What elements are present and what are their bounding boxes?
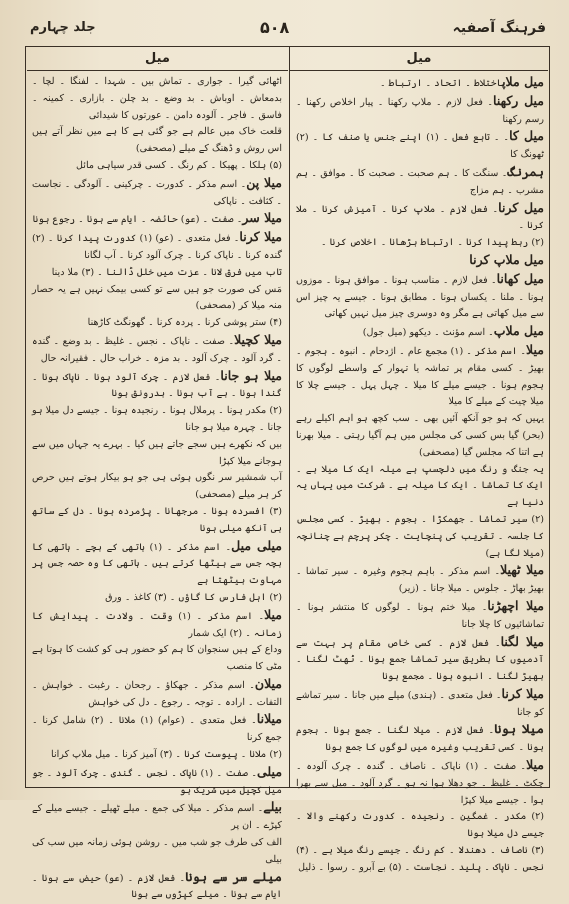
entry-definition: ۔ ۔ تابع فعل ۔ (۱) اپنے جنس یا صنف کا ۔ (۲) ٹھونگ کا xyxy=(296,132,544,161)
entry-definition: ۔ سنگت کا ۔ ہم صحبت ۔ صحبت کا ۔ موافق ۔ ہم مشرب ۔ ہم مزاج xyxy=(296,167,544,196)
entry-definition: (۲) ربط پیدا کرنا ۔ ارتباط بڑھانا ۔ اخلاص کرنا ۔ xyxy=(320,237,544,249)
entry-headword: میل کا xyxy=(509,128,544,144)
dictionary-entry xyxy=(296,686,544,722)
entry-definition: اٹھائی گیرا ۔ جواری ۔ تماش بیں ۔ شہدا ۔ لفنگا ۔ لچا ۔ بدمعاش ۔ اوباش ۔ بد وضع ۔ بد چلن ۔ بازاری ۔ کمینہ ۔ فاسق ۔ فاجر ۔ آلودہ دامن ۔ عورتوں کا شیدائی xyxy=(32,76,282,121)
dictionary-entry xyxy=(32,158,282,175)
entry-headword: میلے سر سے ہونا xyxy=(185,868,283,884)
entry-headword: میلا سر xyxy=(242,210,282,226)
left-column-heading: میل xyxy=(27,48,288,71)
entry-definition: (۲) ملانا ۔ پیوست کرنا ۔ (۳) آمیز کرنا ۔ میل ملاپ کرانا xyxy=(51,749,282,761)
dictionary-entry xyxy=(32,437,282,471)
dictionary-entry xyxy=(32,835,282,869)
dictionary-entry xyxy=(32,607,282,643)
entry-definition: (۲) مکدر ہونا ۔ پرملال ہونا ۔ رنجیدہ ہونا ۔ جیسے دل میلا ہو جانا ۔ چہرہ میلا ہو جانا xyxy=(32,405,282,433)
right-column-heading: میل xyxy=(290,48,548,71)
dictionary-entry xyxy=(32,368,282,404)
entry-definition: ۔ صفت ۔ (۱) ناپاک ۔ نجس ۔ گندی ۔ چرک آلود ۔ جو میل کچیل میں شریک ہو xyxy=(32,767,282,796)
entry-definition: (۲) سیر تماشا ۔ جھمکڑا ۔ ہجوم ۔ بھیڑ ۔ کسی مجلس کا جلسہ ۔ تقریب کی پنچایت ۔ چکر پرچم بے چنانچہ (میلا لگا ہے) xyxy=(296,513,544,559)
entry-headword: میل کھانا xyxy=(496,270,544,286)
running-title: فرہنگ آصفیہ xyxy=(452,20,546,36)
dictionary-entry xyxy=(32,504,282,538)
volume-label: جلد چہارم xyxy=(30,20,96,35)
entry-definition: (۵) ہلکا ۔ پھیکا ۔ کم رنگ ۔ کسی قدر سیاہی مائل xyxy=(76,159,282,171)
entry-definition: ۔ فعل لازم ۔ ملاپ کرنا ۔ آمیزش کرنا ۔ ملا کرنا ۔ xyxy=(296,203,544,232)
entry-definition: مَس کی صورت جو ہیں سے تو کسی بیمک نہیں ہے یہ حصار منہ میلا کر (مصحفی) xyxy=(32,283,282,312)
dictionary-entry xyxy=(296,843,544,877)
dictionary-entry xyxy=(32,403,282,437)
entry-definition: ۔ صفت ۔ (عو) حائضہ ۔ ایام سے ہونا ۔ رجوع ہونا xyxy=(32,214,243,226)
entry-headword: میل ملاپ کرنا xyxy=(469,251,544,267)
dictionary-entry xyxy=(32,315,282,332)
entry-headword: میل کرنا xyxy=(498,199,544,215)
dictionary-entry xyxy=(296,342,544,411)
entry-definition: قلعت خاک میں عالم ہے جو گئی ہے کا ہے میں نظر آتے ہیں اس روش و ڈھنگ کے میلے (مصحفی) xyxy=(32,126,282,155)
dictionary-entry xyxy=(32,332,282,368)
page-number: ۵۰۸ xyxy=(260,18,290,37)
dictionary-entry xyxy=(32,869,282,904)
entry-headword: میل رکھنا xyxy=(493,92,544,108)
entry-definition: ۔ میلا ختم ہونا ۔ لوگوں کا منتشر ہونا ۔ تماشائیوں کا چلا جانا xyxy=(296,601,544,630)
entry-definition: ۔ فعل متعدی ۔ (ہندی) میلے میں جانا ۔ سیر تماشے کو جانا xyxy=(296,689,544,718)
dictionary-entry xyxy=(296,462,544,512)
entry-definition: (۲) مکدر ۔ غمگین ۔ رنجیدہ ۔ کدورت رکھنے والا ۔ جیسے دل میلا ہونا xyxy=(296,811,544,840)
entry-definition: ۔ اسم مذکر ۔ (۱) ہاتھی کے بچے ۔ ہاتھی کا بچہ جس سے بیٹھا کرتے ہیں ۔ ہاتھی کا وہ حصہ جس پر مہاوت بیٹھتا ہے xyxy=(32,541,282,587)
dictionary-entry xyxy=(32,124,282,158)
dictionary-entry xyxy=(32,470,282,504)
entry-definition: آب شمشیر سر نگوں ہوئی ہی جو ہو بیکار ہوتے ہیں حرص کر ہر میلے (مصحفی) xyxy=(32,472,282,501)
dictionary-entry xyxy=(32,747,282,764)
entry-headword: میلا کچیلا xyxy=(234,331,283,347)
entry-headword: میلی xyxy=(256,763,283,779)
entry-definition: ۔ صفت ۔ ناپاک ۔ نجس ۔ غلیظ ۔ بد وضع ۔ گندہ ۔ گرد آلود ۔ چرک آلود ۔ بد مزہ ۔ خراب حال ۔ فقیرانہ حال xyxy=(32,335,282,364)
dictionary-entry xyxy=(32,538,282,590)
dictionary-entry xyxy=(296,598,544,634)
dictionary-entry xyxy=(296,634,544,686)
entry-definition: اختلاط ۔ اتحاد ۔ ارتباط ۔ xyxy=(380,78,503,89)
dictionary-entry xyxy=(296,164,544,200)
entry-definition: ۔ اسم مذکر ۔ جھکاؤ ۔ رجحان ۔ رغبت ۔ خواہش ۔ التفات ۔ ارادہ ۔ توجہ ۔ رجوع ۔ دل کی خواہش xyxy=(32,679,282,708)
entry-definition: (۴) ستر پوشی کرنا ۔ پردہ کرنا ۔ گھونگٹ کاڑھنا xyxy=(87,317,282,329)
entry-definition: یہ جنگ و رنگ میں دلچسپ ہے میلہ ایک کا میلا ہے ۔ ایک کا تماشا ۔ ایک کا میلہ ہے ۔ شرکت میں یہاں یہ دنیا ہے xyxy=(296,463,544,509)
entry-definition: ۔ اسم مذکر ۔ باہم ہجوم وغیرہ ۔ سیر تماشا ۔ بھیڑ بھاڑ ۔ جلوس ۔ میلا جانا ۔ (زیر) xyxy=(296,566,544,595)
entry-headword: میلا xyxy=(526,341,544,357)
entry-definition: ۔ فعل لازم ۔ چرک آلود ہونا ۔ ناپاک ہونا ۔ گندا ہونا ۔ بے آب ہونا ۔ بدرونق ہونا xyxy=(32,371,282,400)
dictionary-entry xyxy=(32,74,282,124)
entry-headword: بیلے xyxy=(263,799,282,815)
entry-definition: ۔ اسم مذکر ۔ (۱) مجمع عام ۔ اژدحام ۔ انبوہ ۔ ہجوم ۔ بھیڑ ۔ کسی مقام پر تماشہ یا تہوار کے واسطے لوگوں کا ہجوم ہونا ۔ جیسے میلے کا میلا ۔ چہل پہل ۔ جیسے چلا کا میلا چیت کے میلے کا میلا xyxy=(296,345,544,408)
dictionary-entry xyxy=(296,271,544,323)
dictionary-entry xyxy=(32,676,282,712)
dictionary-entry xyxy=(296,721,544,757)
entry-headword: میلا لگنا xyxy=(500,633,544,649)
entry-definition: ۔ فعل لازم ۔ ملاپ رکھنا ۔ پیار اخلاص رکھنا ۔ رسم رکھنا xyxy=(296,96,544,125)
page-header xyxy=(28,16,548,44)
entry-definition: بیں کہ نکھرے ہیں سجے جاتے ہیں کیا ۔ بہرے یہ جہاں میں سے ہوجانے میلا کپڑا xyxy=(32,438,282,467)
entry-definition: وداع کے ہیں سنجوان کا ہم کو حضور ہی کو کشت کا ہوتا ہے مٹی کا منصب xyxy=(32,644,282,673)
entry-headword: میلا ہونا xyxy=(494,721,544,737)
entry-headword: میلا ٹھیلا xyxy=(500,562,545,578)
dictionary-entry xyxy=(32,282,282,316)
entry-definition: یہیں کہ ہو جو آنکھ آئیں بھی ۔ سب کچھ ہو اہم اکیلے رہے (بحر) گیا بس کسی کی مجلس میں ہم آگیا رہتی ۔ میلا بھرنا ہے اتنا کہ مجلس گیا (مصحفی) xyxy=(296,413,544,458)
dictionary-entry xyxy=(296,252,544,271)
entry-definition: (۳) ناصاف ۔ دھندلا ۔ کم رنگ ۔ جیسے رنگ میلا ہے ۔ (۴) نجس ۔ ناپاک ۔ پلید ۔ نجاست ۔ (۵) بے آبرو ۔ رسوا ۔ ذلیل xyxy=(296,845,544,873)
entry-headword: میلی میل xyxy=(231,537,282,553)
dictionary-entry xyxy=(32,642,282,676)
entry-definition: تاب میں فرق لانا ۔ عزت میں خلل ڈالنا ۔ (۳) ملا دینا xyxy=(51,266,282,278)
dictionary-entry xyxy=(296,809,544,843)
entry-definition: ۔ فعل متعدی ۔ (عو) (۱) کدورت پیدا کرنا ۔ (۲) گندہ کرنا ۔ ناپاک کرنا ۔ چرک آلود کرنا ۔ آب لگانا xyxy=(32,233,282,261)
entry-headword: میلا xyxy=(526,757,544,773)
entry-definition: الف کی طرف جو شب میں ۔ روشن ہوئی زمانہ میں سب کی بیلی xyxy=(32,837,282,865)
right-column xyxy=(296,74,545,873)
dictionary-entry xyxy=(32,764,282,800)
dictionary-entry xyxy=(296,562,544,598)
entry-headword: میلان xyxy=(254,675,282,691)
dictionary-entry xyxy=(296,757,544,809)
entry-definition: ۔ اسم مذکر ۔ کدورت ۔ چرکینی ۔ آلودگی ۔ نجاست ۔ کثافت ۔ ناپاکی xyxy=(32,178,282,207)
entry-definition: ۔ صفت ۔ (۱) ناپاک ۔ ناصاف ۔ گندہ ۔ چرک آلودہ ۔ چکٹ ۔ غلیظ ۔ جو دھلا ہوا نہ ہو ۔ گرد آلود ۔ میل سے بھرا ہوا ۔ جیسے میلا کپڑا xyxy=(296,761,544,806)
entry-definition: ۔ فعل لازم ۔ کسی خاص مقام پر بہت سے آدمیوں کا بطریق سیر تماشا جمع ہونا ۔ ٹھٹ لگنا ۔ بھیڑ لگنا ۔ انبوہ ہونا ۔ مجمع ہونا xyxy=(296,637,544,683)
entry-headword: میلا پن xyxy=(246,174,282,190)
dictionary-entry xyxy=(32,175,282,211)
left-column xyxy=(32,74,283,901)
entry-definition: ۔ فعل لازم ۔ (عو) حیض سے ہونا ۔ ایام سے ہونا ۔ میلے کپڑوں سے ہونا xyxy=(32,872,282,901)
dictionary-entry xyxy=(296,411,544,461)
dictionary-entry xyxy=(296,74,544,93)
entry-headword: میلا xyxy=(264,606,282,622)
entry-definition: ۔ اسم مؤنث ۔ دیکھو (میل جول) xyxy=(362,327,494,339)
entry-headword: میل ملاپ xyxy=(493,323,544,339)
entry-headword: میلا ہو جانا xyxy=(220,367,282,383)
column-divider xyxy=(289,46,290,788)
dictionary-entry xyxy=(296,128,544,164)
entry-definition: ۔ فعل لازم ۔ مناسب ہونا ۔ موافق ہونا ۔ موزوں ہونا ۔ ملنا ۔ یکساں ہونا ۔ مطابق ہونا ۔ جیسے یہ چیز اس سے میل کھاتی ہے مگر وہ دوسری چیز میل نہیں کھاتی xyxy=(296,274,544,320)
dictionary-entry xyxy=(296,93,544,129)
entry-definition: (۲) اہل فارس کا گاؤں ۔ (۳) کاغذ ۔ ورق xyxy=(105,591,282,603)
dictionary-entry xyxy=(32,590,282,607)
entry-headword: میلانا xyxy=(256,711,282,727)
dictionary-entry xyxy=(296,235,544,252)
dictionary-entry xyxy=(32,229,282,265)
entry-headword: میلا کرنا xyxy=(501,685,544,701)
entry-definition: (۳) افسردہ ہونا ۔ مرجھانا ۔ پژمردہ ہونا ۔ دل کے ساتھ ہی آنکھ میلی ہونا xyxy=(32,505,282,534)
entry-definition: ۔ فعل لازم ۔ میلا لگنا ۔ جمع ہونا ۔ ہجوم ہونا ۔ کسی تقریب وغیرہ میں لوگوں کا جمع ہونا xyxy=(296,725,544,754)
dictionary-entry xyxy=(32,799,282,835)
entry-definition: ۔ فعل متعدی ۔ (عوام) (۱) ملانا ۔ (۲) شامل کرنا ۔ جمع کرنا xyxy=(32,715,282,744)
entry-headword: میل ملاپ xyxy=(502,74,544,89)
dictionary-entry xyxy=(296,323,544,342)
entry-headword: ہمرنگ xyxy=(507,163,544,179)
dictionary-entry xyxy=(32,210,282,229)
entry-headword: میلا اچھڑنا xyxy=(487,597,544,613)
dictionary-entry xyxy=(32,265,282,282)
dictionary-entry xyxy=(32,711,282,747)
dictionary-entry xyxy=(296,512,544,562)
dictionary-entry xyxy=(296,200,544,236)
entry-headword: میلا کرنا xyxy=(239,229,282,245)
entry-definition: ۔ اسم مذکر ۔ (۱) وقت ۔ ولادت ۔ پیدایش کا زمانہ ۔ (۲) ایک شمار xyxy=(32,610,282,639)
entry-definition: ۔ اسم مذکر ۔ میلا کی جمع ۔ میلے ٹھیلے ۔ جیسے میلے کے کپڑے ۔ ان پر xyxy=(32,803,282,832)
